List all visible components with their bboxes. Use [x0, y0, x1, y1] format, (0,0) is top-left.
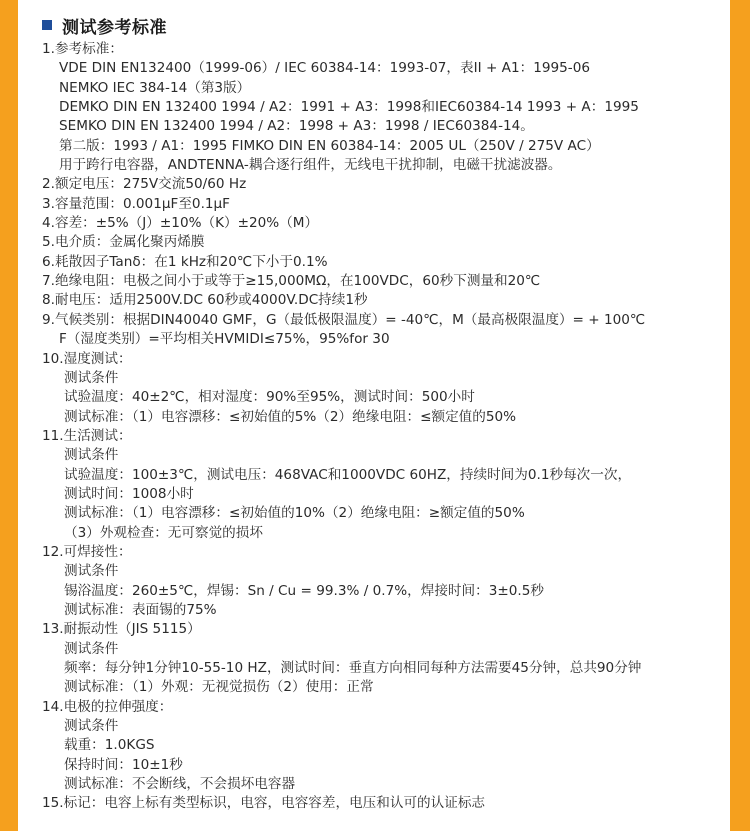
spec-line: 第二版：1993 / A1：1995 FIMKO DIN EN 60384-14：2005 UL（250V / 275V AC） — [59, 137, 600, 154]
spec-line: 测试条件 — [64, 563, 119, 580]
spec-line: 11.生活测试： — [42, 427, 132, 444]
spec-line: DEMKO DIN EN 132400 1994 / A2：1991 + A3：1998和IEC60384-14 1993 + A：1995 — [59, 99, 639, 116]
spec-line: 5.电介质：金属化聚丙烯膜 — [42, 234, 205, 251]
spec-line: 12.可焊接性： — [42, 543, 132, 560]
spec-line: 测试标准：（1）外观：无视觉损伤（2）使用：正常 — [64, 679, 374, 696]
spec-card — [18, 0, 730, 831]
spec-list — [42, 40, 730, 814]
spec-line: 3.容量范围：0.001μF至0.1μF — [42, 195, 231, 212]
square-bullet-icon — [42, 20, 52, 30]
spec-line: 8.耐电压：适用2500V.DC 60秒或4000V.DC持续1秒 — [42, 292, 368, 309]
spec-line: 用于跨行电容器，ANDTENNA-耦合逐行组件，无线电干扰抑制，电磁干扰滤波器。 — [59, 157, 562, 174]
spec-line: 保持时间：10±1秒 — [64, 756, 183, 773]
spec-line: （3）外观检查：无可察觉的损坏 — [64, 524, 263, 541]
spec-line: 测试标准：不会断线，不会损坏电容器 — [64, 776, 296, 793]
spec-line: 测试条件 — [64, 369, 119, 386]
spec-line: 测试标准：（1）电容漂移：≤初始值的5%（2）绝缘电阻：≤额定值的50% — [64, 408, 517, 425]
spec-line: 试验温度：100±3℃，测试电压：468VAC和1000VDC 60HZ，持续时间为0.1秒每次一次， — [64, 466, 632, 483]
spec-line: NEMKO IEC 384-14（第3版） — [59, 79, 251, 96]
spec-line: 10.湿度测试： — [42, 350, 132, 367]
spec-line: 频率：每分钟1分钟10-55-10 HZ，测试时间：垂直方向相同每种方法需要45分钟，总共90分钟 — [64, 660, 642, 676]
spec-line: 4.容差：±5%（J）±10%（K）±20%（M） — [42, 215, 319, 232]
spec-line: 测试条件 — [64, 447, 119, 464]
spec-line: 2.额定电压：275V交流50/60 Hz — [42, 176, 247, 193]
spec-line: 14.电极的拉伸强度： — [42, 698, 173, 715]
spec-line: VDE DIN EN132400（1999-06）/ IEC 60384-14：1993-07，表II + A1：1995-06 — [59, 60, 591, 77]
spec-line: 1.参考标准： — [42, 41, 123, 57]
spec-line: 测试标准：表面锡的75% — [64, 601, 217, 618]
spec-line: 锡浴温度：260±5℃，焊锡：Sn / Cu = 99.3% / 0.7%，焊接时间：3±0.5秒 — [64, 582, 544, 599]
section-header — [42, 14, 167, 36]
spec-line: 15.标记：电容上标有类型标识，电容，电容容差，电压和认可的认证标志 — [42, 795, 486, 812]
spec-line: 7.绝缘电阻：电极之间小于或等于≥15,000MΩ，在100VDC，60秒下测量和20℃ — [42, 273, 541, 290]
spec-line: 测试标准：（1）电容漂移：≤初始值的10%（2）绝缘电阻：≥额定值的50% — [64, 505, 525, 522]
spec-line: 测试时间：1008小时 — [64, 485, 194, 502]
spec-line: 载重：1.0KGS — [64, 737, 155, 754]
spec-line: 试验温度：40±2℃，相对湿度：90%至95%，测试时间：500小时 — [64, 389, 475, 406]
spec-line: F（湿度类别）=平均相关HVMIDI≤75%，95%for 30 — [59, 331, 390, 348]
spec-line: 测试条件 — [64, 718, 119, 735]
spec-line: SEMKO DIN EN 132400 1994 / A2：1998 + A3：1998 / IEC60384-14。 — [59, 118, 534, 135]
spec-line: 13.耐振动性（JIS 5115） — [42, 621, 201, 638]
spec-line: 测试条件 — [64, 640, 119, 657]
section-title: 测试参考标准 — [62, 17, 167, 38]
spec-line: 6.耗散因子Tanδ：在1 kHz和20℃下小于0.1% — [42, 253, 328, 270]
spec-line: 9.气候类别：根据DIN40040 GMF，G（最低极限温度）= -40℃，M（最高极限温度）= + 100℃ — [42, 311, 646, 328]
